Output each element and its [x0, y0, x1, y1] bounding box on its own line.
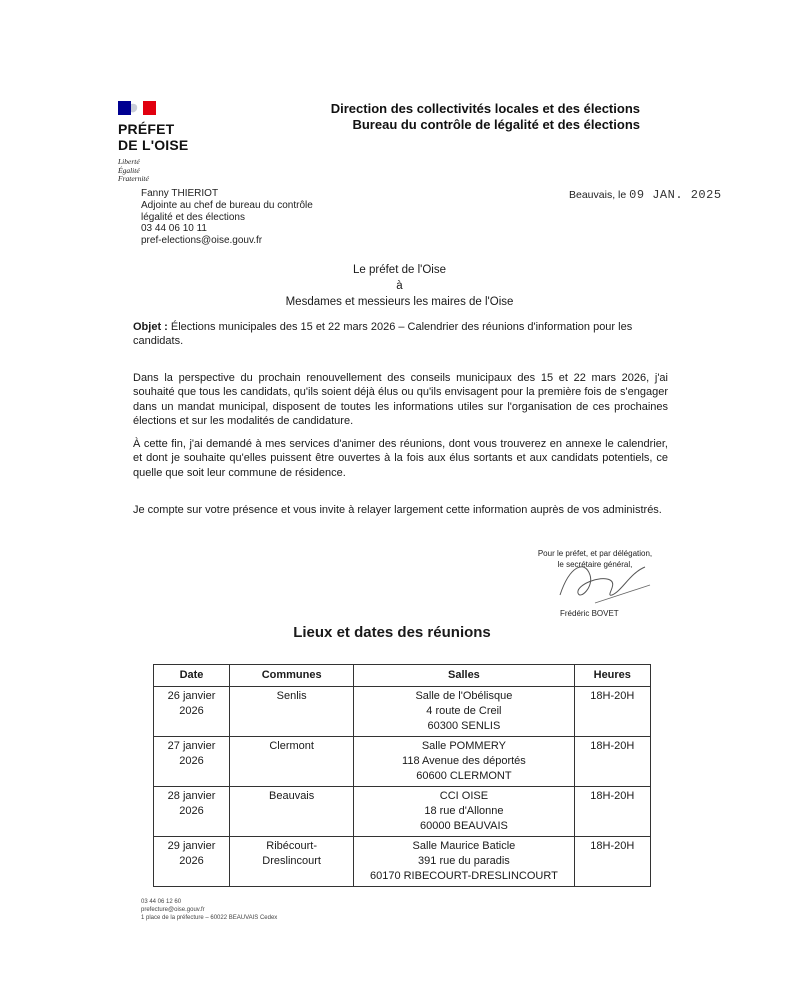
devise-fraternite: Fraternité — [118, 174, 149, 183]
footer-phone: 03 44 06 12 60 — [141, 899, 182, 905]
cell-commune — [230, 837, 354, 887]
cell-heures: 18H-20H — [574, 837, 650, 887]
date-year: 2026 — [179, 805, 204, 817]
devise-liberte: Liberté — [118, 157, 140, 166]
sender-phone: 03 44 06 10 11 — [141, 223, 207, 235]
body-paragraph-2: À cette fin, j'ai demandé à mes services d'animer des réunions, dont vous trouverez en annexe le calendrier, et dont je souhaite qu'elles puissent être ouvertes à la fois aux élus sortants et aux candidats potentiels, ce quelle que soit leur commune de résidence. — [133, 438, 668, 479]
devise-egalite: Égalité — [118, 165, 140, 175]
cell-heures: 18H-20H — [574, 787, 650, 837]
header-direction — [331, 101, 640, 133]
signature-name: Frédéric BOVET — [560, 609, 619, 618]
addressee-from: Le préfet de l'Oise — [353, 264, 446, 276]
table-row — [154, 737, 651, 787]
date-stamp: 09 JAN. 2025 — [629, 188, 722, 202]
cell-date — [154, 787, 230, 837]
commune-line: Clermont — [269, 740, 314, 752]
logo-line2: DE L'OISE — [118, 137, 189, 153]
direction-title: Direction des collectivités locales et des élections — [330, 101, 640, 116]
commune-line: Beauvais — [269, 790, 315, 802]
objet — [133, 320, 668, 348]
salle-street: 118 Avenue des déportés — [402, 755, 526, 767]
salle-street: 391 rue du paradis — [418, 855, 510, 867]
bureau-title: Bureau du contrôle de légalité et des élections — [352, 117, 640, 132]
salle-name: Salle POMMERY — [421, 740, 506, 752]
salle-name: Salle de l'Obélisque — [415, 690, 513, 702]
sender-block — [141, 188, 313, 247]
commune-line: Dreslincourt — [262, 855, 321, 867]
salle-city: 60300 SENLIS — [427, 720, 501, 732]
table-row — [154, 687, 651, 737]
header-heures: Heures — [574, 665, 650, 687]
sender-role-2: légalité et des élections — [141, 211, 245, 223]
marianne-flag-icon — [118, 101, 156, 115]
date-year: 2026 — [179, 855, 204, 867]
date-day: 29 janvier — [167, 840, 216, 852]
salle-street: 18 rue d'Allonne — [424, 805, 504, 817]
addressee-to: Mesdames et messieurs les maires de l'Oise — [285, 296, 514, 308]
cell-commune — [230, 787, 354, 837]
salle-city: 60000 BEAUVAIS — [419, 820, 508, 832]
table-header-row — [154, 665, 651, 687]
addressee-a: à — [396, 280, 403, 292]
salle-name: CCI OISE — [439, 790, 489, 802]
cell-salle — [354, 837, 574, 887]
signature-line2: le secrétaire général, — [557, 560, 633, 569]
date-year: 2026 — [179, 705, 204, 717]
cell-date — [154, 737, 230, 787]
sender-name: Fanny THIERIOT — [141, 188, 219, 199]
sender-email[interactable]: pref-elections@oise.gouv.fr — [141, 235, 263, 247]
body-paragraph-1: Dans la perspective du prochain renouvellement des conseils municipaux des 15 et 22 mars 2026, j'ai souhaité que tous les candidats, qu'ils soient déjà élus ou qu'ils envisagent pour la première fois de s'engager dans un mandat municipal, disposent de toutes les informations utiles sur l'organisation de ces prochaines élections et sur les modalités de candidature. — [133, 372, 668, 427]
date-year: 2026 — [179, 755, 204, 767]
cell-date — [154, 687, 230, 737]
date-line — [569, 188, 722, 202]
date-day: 28 janvier — [167, 790, 216, 802]
objet-text: Élections municipales des 15 et 22 mars 2026 – Calendrier des réunions d'information pour les candidats. — [133, 321, 633, 347]
prefecture-logo — [118, 101, 198, 184]
addressee-block — [132, 262, 667, 310]
date-place: Beauvais, le — [569, 189, 627, 201]
table-row — [154, 787, 651, 837]
commune-line: Ribécourt- — [266, 840, 318, 852]
salle-city: 60600 CLERMONT — [416, 770, 512, 782]
handwritten-signature — [550, 555, 660, 610]
footer — [141, 899, 277, 922]
body-paragraph-3: Je compte sur votre présence et vous invite à relayer largement cette information auprès de vos administrés. — [133, 504, 662, 516]
section-title: Lieux et dates des réunions — [293, 624, 491, 641]
table-row — [154, 837, 651, 887]
devise — [118, 158, 198, 184]
date-day: 26 janvier — [167, 690, 216, 702]
date-day: 27 janvier — [167, 740, 216, 752]
header-date: Date — [154, 665, 230, 687]
commune-line: Senlis — [276, 690, 307, 702]
logo-line1: PRÉFET — [118, 121, 175, 137]
signature-line1: Pour le préfet, et par délégation, — [537, 549, 653, 558]
cell-commune — [230, 737, 354, 787]
cell-heures: 18H-20H — [574, 737, 650, 787]
meetings-table — [153, 664, 651, 887]
sender-role-1: Adjointe au chef de bureau du contrôle — [141, 199, 313, 211]
salle-street: 4 route de Creil — [426, 705, 502, 717]
header-communes: Communes — [230, 665, 354, 687]
cell-commune — [230, 687, 354, 737]
cell-salle — [354, 737, 574, 787]
objet-label: Objet : — [133, 321, 168, 333]
salle-city: 60170 RIBECOURT-DRESLINCOURT — [369, 870, 558, 882]
cell-salle — [354, 687, 574, 737]
cell-salle — [354, 787, 574, 837]
footer-address: 1 place de la préfecture – 60022 BEAUVAIS Cedex — [141, 914, 278, 921]
salle-name: Salle Maurice Baticle — [412, 840, 516, 852]
header-salles: Salles — [354, 665, 574, 687]
footer-email[interactable]: prefecture@oise.gouv.fr — [141, 906, 205, 913]
cell-heures: 18H-20H — [574, 687, 650, 737]
cell-date — [154, 837, 230, 887]
